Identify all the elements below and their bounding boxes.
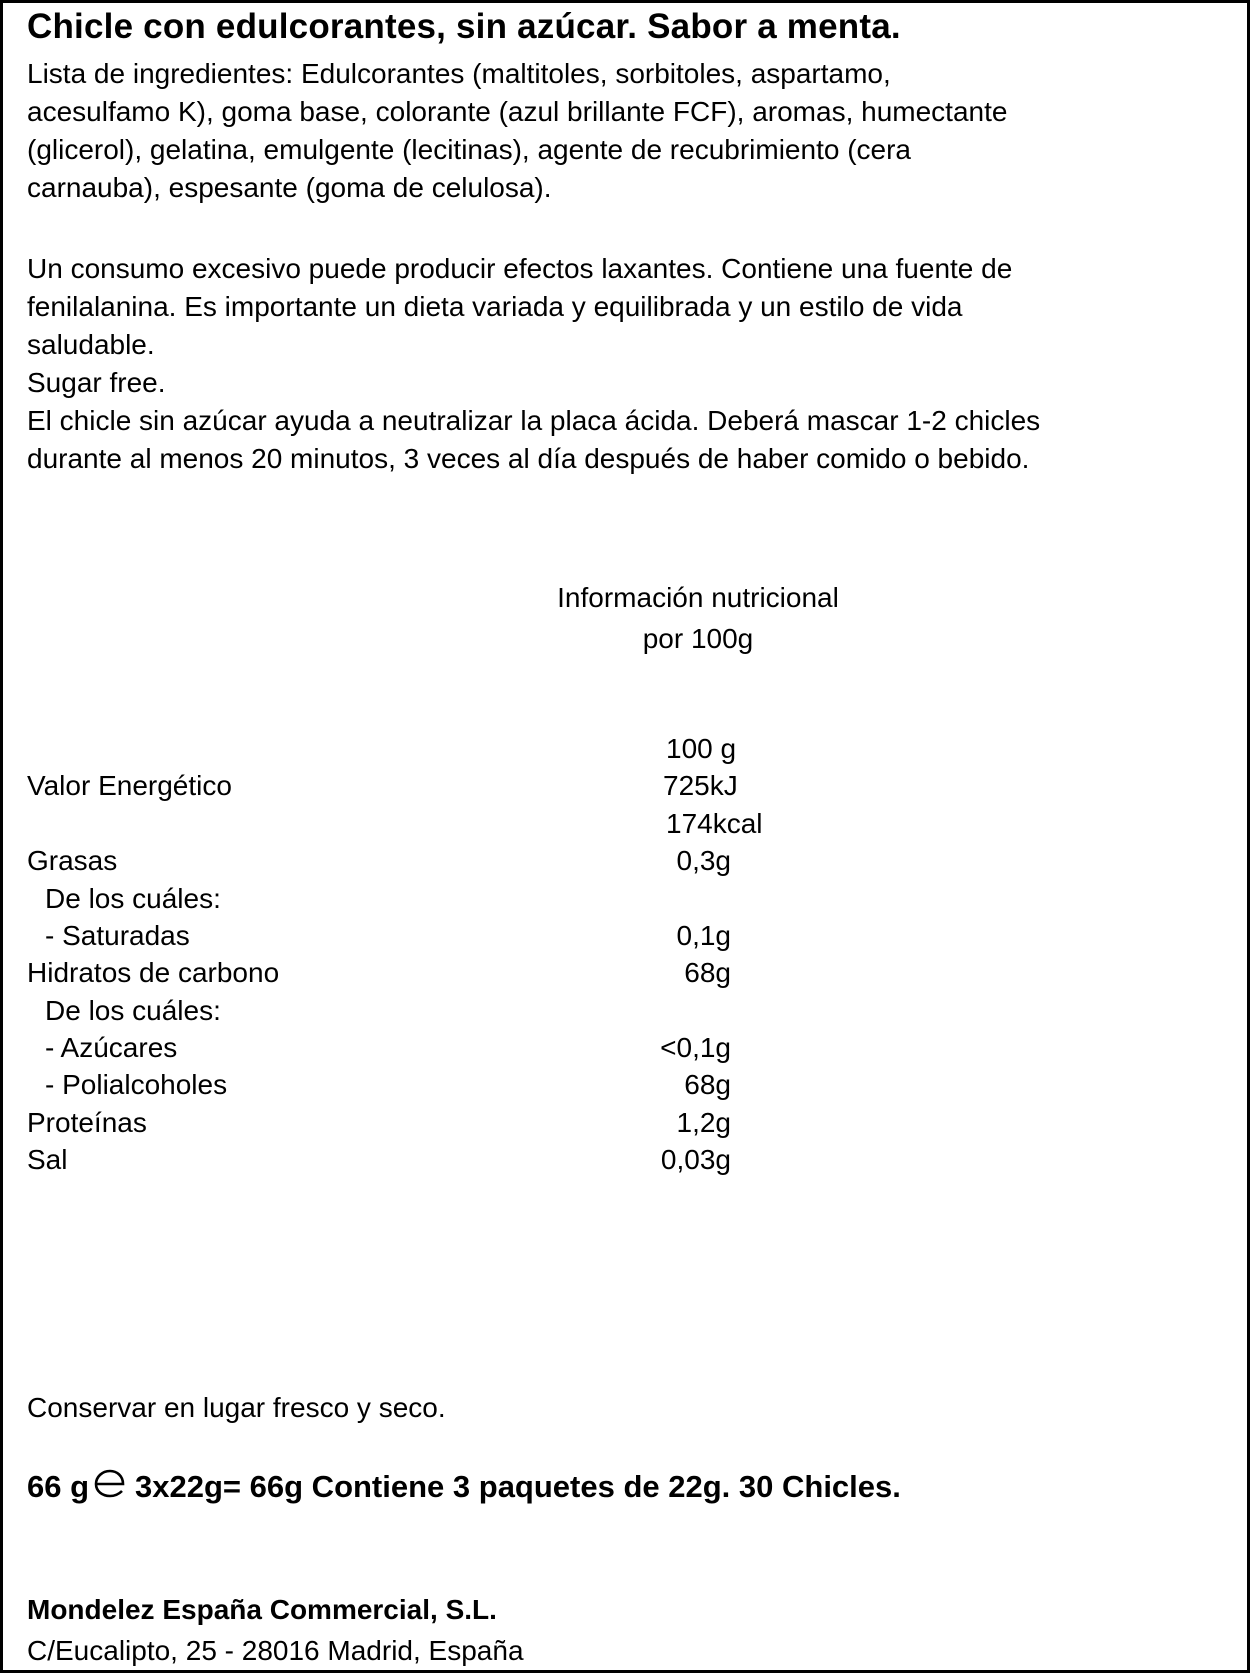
nutrient-label-salt: Sal bbox=[27, 1144, 68, 1175]
nutrient-value-polyols: 68g bbox=[684, 1069, 731, 1100]
ingredients-line: carnauba), espesante (goma de celulosa). bbox=[27, 172, 552, 203]
net-weight-line bbox=[27, 1468, 901, 1506]
nutrient-value-fat: 0,3g bbox=[676, 845, 731, 876]
warning-line: El chicle sin azúcar ayuda a neutralizar la placa ácida. Deberá mascar 1-2 chicles bbox=[27, 405, 1041, 436]
net-weight: 66 g bbox=[27, 1469, 90, 1504]
estimated-sign-icon bbox=[93, 1468, 127, 1506]
sugar-free-line: Sugar free. bbox=[27, 367, 166, 398]
nutrient-value-saturated: 0,1g bbox=[676, 920, 731, 951]
nutrition-subheading: por 100g bbox=[642, 623, 754, 654]
product-title: Chicle con edulcorantes, sin azúcar. Sabor a menta. bbox=[27, 7, 901, 46]
net-weight-detail: 3x22g= 66g Contiene 3 paquetes de 22g. 30 Chicles. bbox=[135, 1469, 901, 1504]
nutrient-label-saturated: - Saturadas bbox=[45, 920, 190, 951]
nutrient-value-sugars: <0,1g bbox=[660, 1032, 731, 1063]
energy-kj-value: 725kJ bbox=[663, 770, 738, 801]
nutrient-value-salt: 0,03g bbox=[660, 1144, 731, 1175]
nutrient-value-carbohydrates: 68g bbox=[684, 957, 731, 988]
ingredients-line: Lista de ingredientes: Edulcorantes (maltitoles, sorbitoles, aspartamo, bbox=[27, 58, 891, 89]
nutrient-label-polyols: - Polialcoholes bbox=[45, 1069, 228, 1100]
nutrition-column-header: 100 g bbox=[666, 733, 737, 764]
nutrient-label-sugars: - Azúcares bbox=[45, 1032, 178, 1063]
energy-kcal-value: 174kcal bbox=[666, 808, 763, 839]
warning-line: durante al menos 20 minutos, 3 veces al día después de haber comido o bebido. bbox=[27, 443, 1030, 474]
energy-label: Valor Energético bbox=[27, 770, 232, 801]
nutrient-label-of-which: De los cuáles: bbox=[45, 995, 221, 1026]
nutrient-label-of-which: De los cuáles: bbox=[45, 883, 221, 914]
nutrient-value-protein: 1,2g bbox=[676, 1107, 731, 1138]
nutrient-label-fat: Grasas bbox=[27, 845, 118, 876]
warning-line: saludable. bbox=[27, 329, 155, 360]
ingredients-line: (glicerol), gelatina, emulgente (lecitinas), agente de recubrimiento (cera bbox=[27, 134, 911, 165]
nutrient-label-carbohydrates: Hidratos de carbono bbox=[27, 957, 280, 988]
warning-line: Un consumo excesivo puede producir efectos laxantes. Contiene una fuente de bbox=[27, 253, 1013, 284]
company-name: Mondelez España Commercial, S.L. bbox=[27, 1594, 497, 1625]
warnings-paragraph bbox=[27, 250, 1040, 478]
nutrition-heading: Información nutricional bbox=[557, 582, 839, 613]
storage-instructions: Conservar en lugar fresco y seco. bbox=[27, 1392, 446, 1423]
ingredients-paragraph bbox=[27, 55, 1007, 207]
ingredients-line: acesulfamo K), goma base, colorante (azul brillante FCF), aromas, humectante bbox=[27, 96, 1008, 127]
company-address: C/Eucalipto, 25 - 28016 Madrid, España bbox=[27, 1635, 524, 1666]
warning-line: fenilalanina. Es importante un dieta variada y equilibrada y un estilo de vida bbox=[27, 291, 963, 322]
nutrient-label-protein: Proteínas bbox=[27, 1107, 147, 1138]
